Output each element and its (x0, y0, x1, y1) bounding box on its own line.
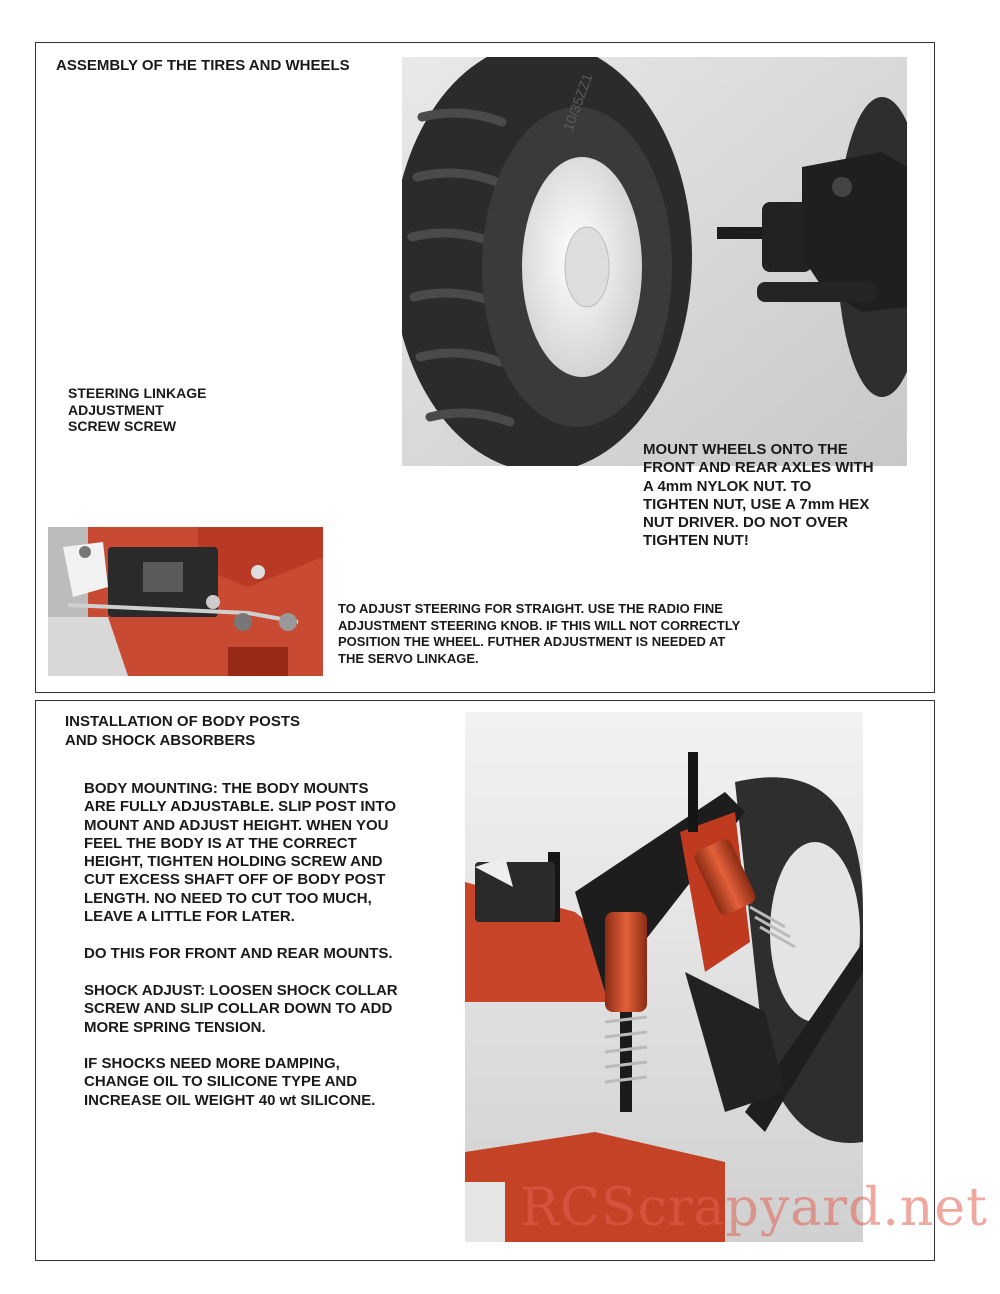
shock-absorber-photo (465, 712, 863, 1242)
section2-title: INSTALLATION OF BODY POSTS AND SHOCK ABSORBERS (65, 713, 301, 749)
section1-title: ASSEMBLY OF THE TIRES AND WHEELS (56, 57, 350, 74)
steering-servo-photo (48, 527, 323, 676)
steering-adjust-note: TO ADJUST STEERING FOR STRAIGHT. USE THE RADIO FINE ADJUSTMENT STEERING KNOB. IF THIS WILL NOT CORRECTLY POSITION THE WHEEL. FUTHER ADJUSTMENT IS NEEDED AT THE SERVO LINKAGE. (338, 601, 741, 666)
steering-linkage-label: STEERING LINKAGE ADJUSTMENT SCREW SCREW (68, 385, 207, 434)
body-mounting-note: BODY MOUNTING: THE BODY MOUNTS ARE FULLY ADJUSTABLE. SLIP POST INTO MOUNT AND ADJUST HEIGHT. WHEN YOU FEEL THE BODY IS AT THE CORRECT HEIGHT, TIGHTEN HOLDING SCREW AND CUT EXCESS SHAFT OFF OF BODY POST LENGTH. NO NEED TO CUT TOO MUCH, LEAVE A LITTLE FOR LATER. (84, 780, 396, 926)
damping-note: IF SHOCKS NEED MORE DAMPING, CHANGE OIL TO SILICONE TYPE AND INCREASE OIL WEIGHT 40 wt SILICONE. (84, 1055, 376, 1109)
tire-sidewall-text: 10/35ZZ1 (559, 71, 596, 134)
shock-adjust-note: SHOCK ADJUST: LOOSEN SHOCK COLLAR SCREW AND SLIP COLLAR DOWN TO ADD MORE SPRING TENSION. (84, 982, 398, 1036)
tire-axle-photo (402, 57, 907, 466)
watermark: RCScrapyard.net (520, 1178, 989, 1238)
front-rear-mounts-note: DO THIS FOR FRONT AND REAR MOUNTS. (84, 945, 393, 962)
mount-wheels-note: MOUNT WHEELS ONTO THE FRONT AND REAR AXLES WITH A 4mm NYLOK NUT. TO TIGHTEN NUT, USE A 7mm HEX NUT DRIVER. DO NOT OVER TIGHTEN NUT! (643, 441, 874, 550)
